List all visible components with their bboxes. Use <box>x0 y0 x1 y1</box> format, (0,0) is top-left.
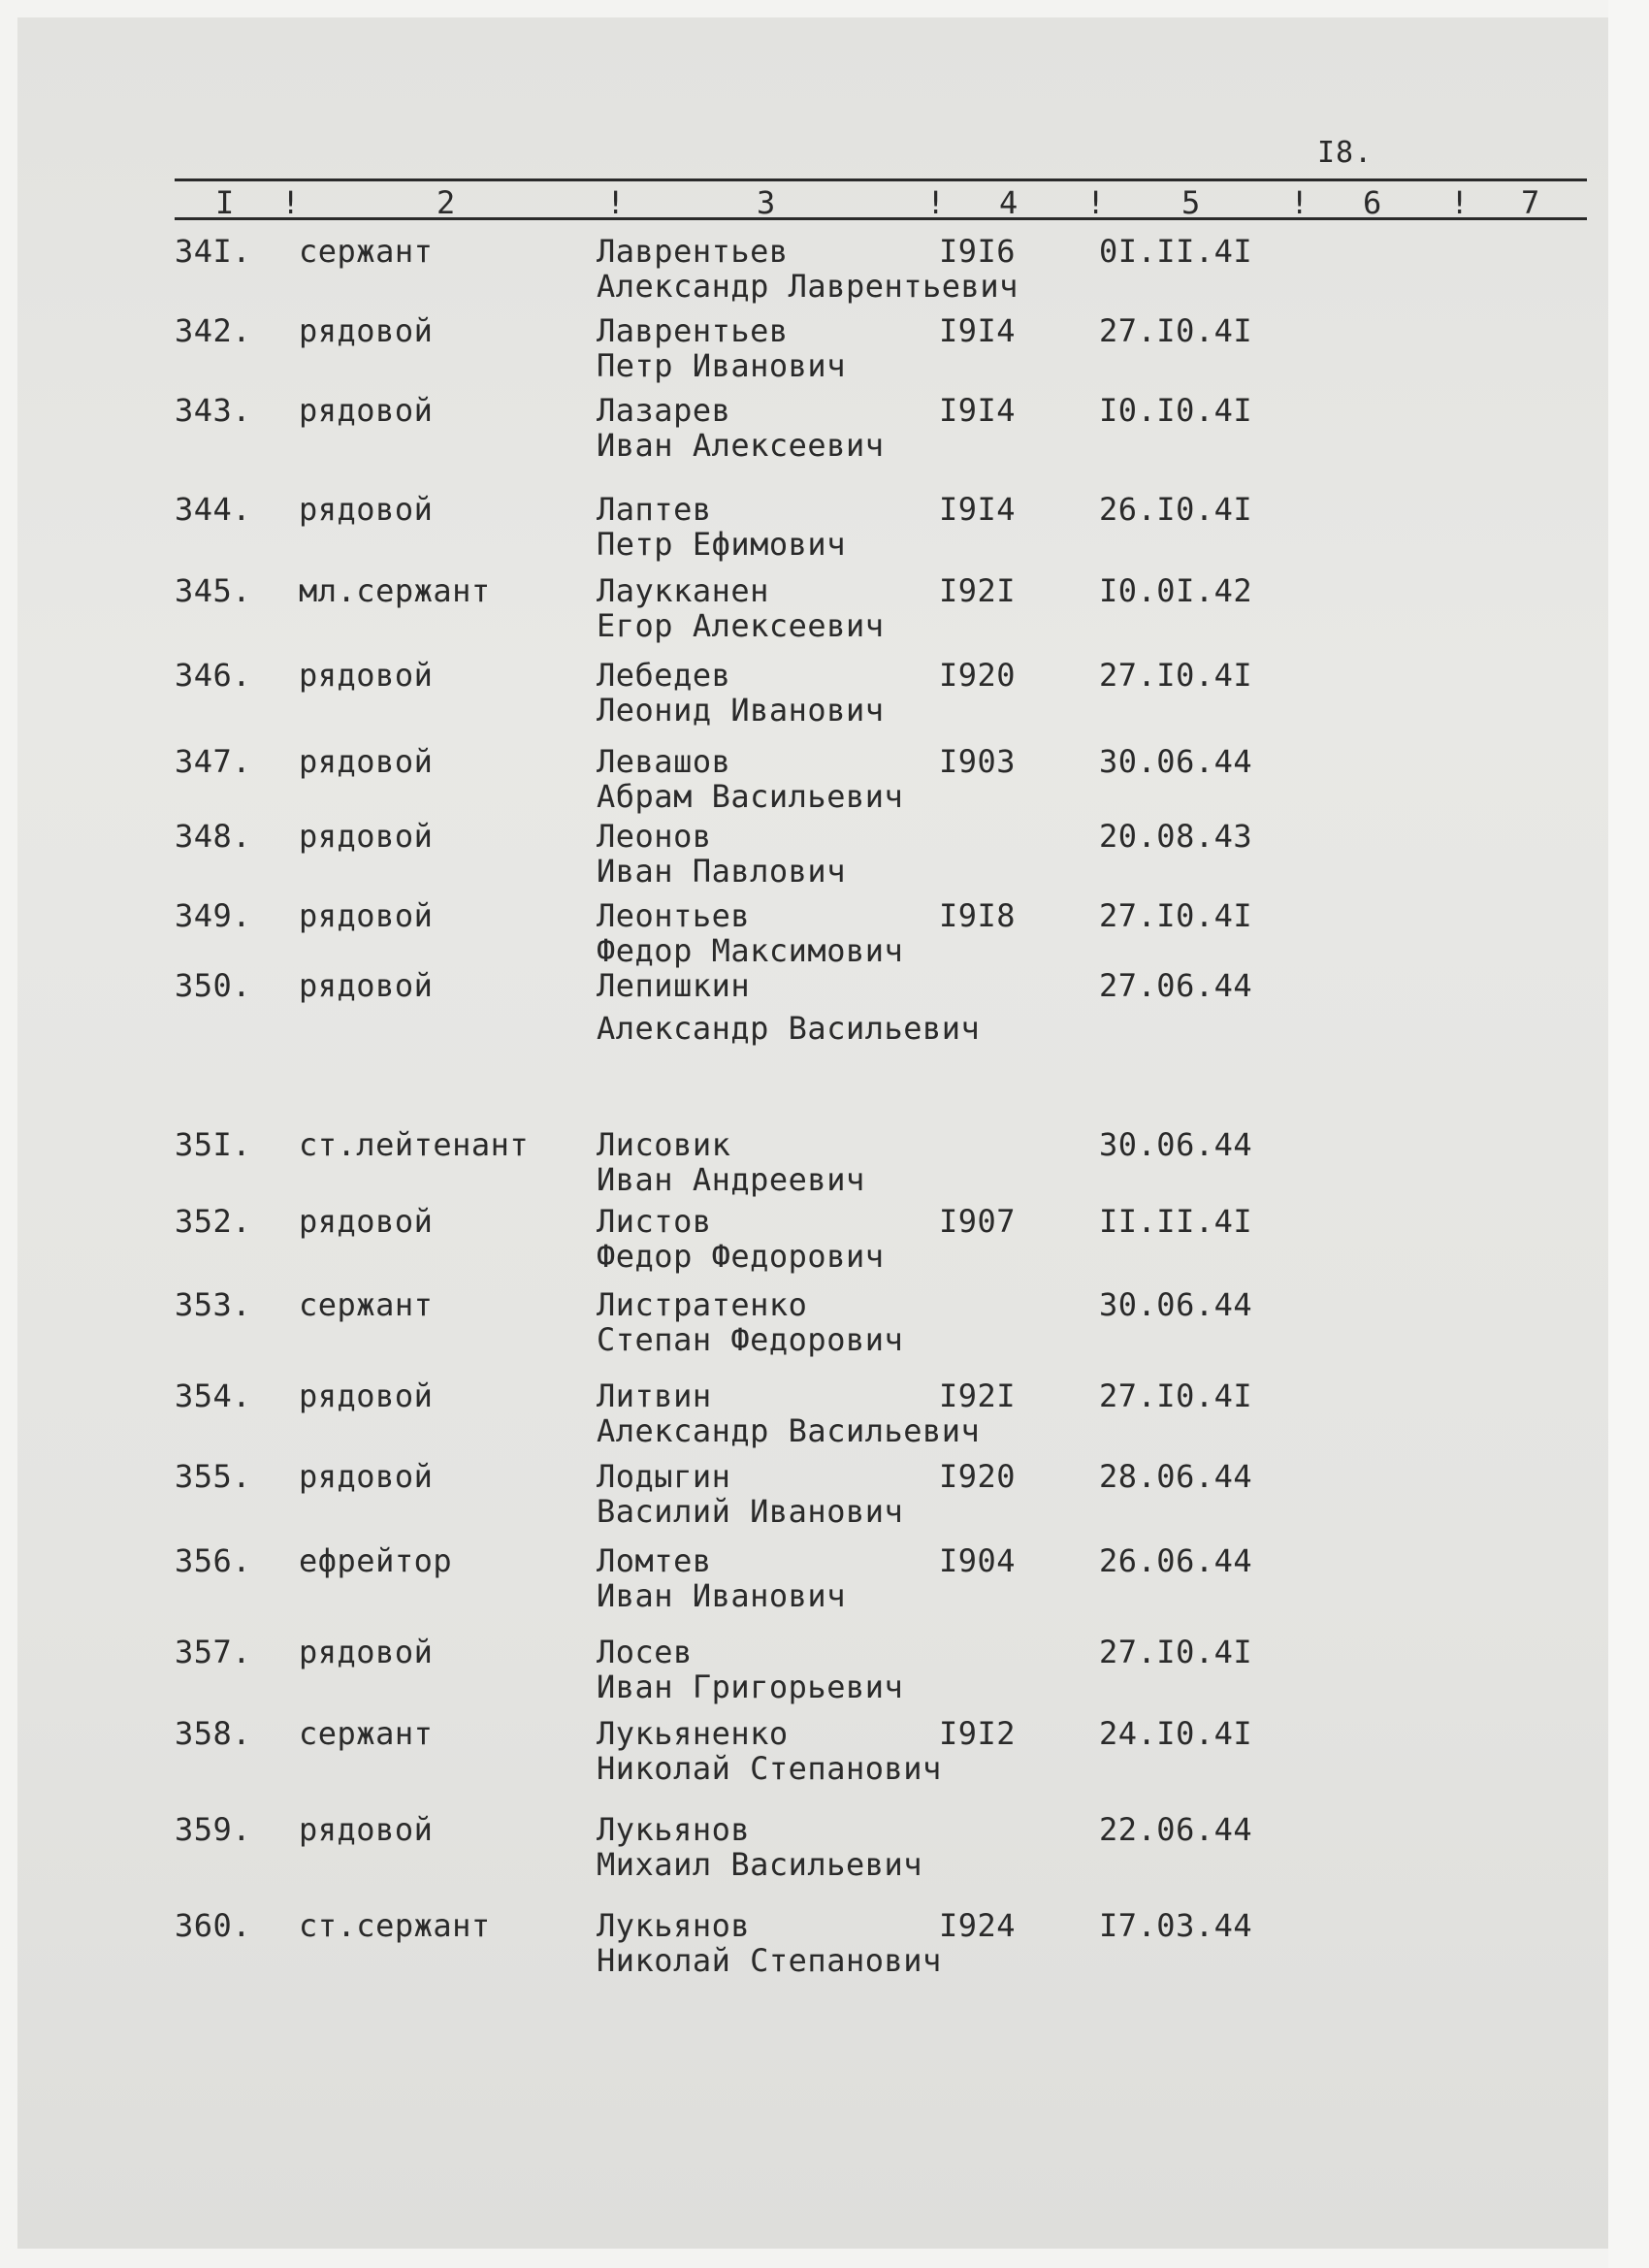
entry-number: 35I. <box>175 1126 252 1163</box>
column-separator: ! <box>1086 184 1106 221</box>
column-header-1: I <box>215 184 235 221</box>
entry-number: 343. <box>175 392 252 429</box>
entry-birth-year: I9I4 <box>939 312 1017 349</box>
table-row <box>0 1203 1649 1280</box>
entry-rank: рядовой <box>299 491 434 528</box>
entry-rank: рядовой <box>299 312 434 349</box>
table-row <box>0 1458 1649 1536</box>
entry-date: 26.06.44 <box>1099 1542 1253 1579</box>
entry-given-name: Петр Ефимович <box>597 526 846 563</box>
column-separator: ! <box>1290 184 1310 221</box>
entry-birth-year: I920 <box>939 1458 1017 1495</box>
entry-given-name: Михаил Васильевич <box>597 1846 923 1883</box>
entry-date: 20.08.43 <box>1099 818 1253 855</box>
entry-rank: рядовой <box>299 967 434 1004</box>
entry-date: I0.I0.4I <box>1099 392 1253 429</box>
column-header-2: 2 <box>436 184 456 221</box>
entry-surname: Литвин <box>597 1377 712 1414</box>
entry-number: 359. <box>175 1811 252 1848</box>
entry-date: 27.06.44 <box>1099 967 1253 1004</box>
table-row <box>0 1715 1649 1793</box>
entry-rank: рядовой <box>299 818 434 855</box>
table-row <box>0 897 1649 975</box>
entry-given-name: Иван Григорьевич <box>597 1669 904 1705</box>
entry-date: 27.I0.4I <box>1099 1634 1253 1670</box>
entry-given-name: Александр Лаврентьевич <box>597 268 1018 305</box>
entry-given-name: Иван Андреевич <box>597 1161 865 1198</box>
entry-given-name: Николай Степанович <box>597 1750 942 1787</box>
column-separator: ! <box>281 184 301 221</box>
entry-surname: Лукьяненко <box>597 1715 789 1752</box>
table-row <box>0 967 1649 1045</box>
column-header-3: 3 <box>757 184 776 221</box>
entry-surname: Лазарев <box>597 392 731 429</box>
header-top-rule <box>175 178 1587 181</box>
entry-rank: рядовой <box>299 1634 434 1670</box>
table-row <box>0 1286 1649 1364</box>
entry-given-name: Иван Павлович <box>597 853 846 890</box>
table-row <box>0 312 1649 390</box>
entry-birth-year: I9I6 <box>939 233 1017 270</box>
table-row <box>0 1634 1649 1711</box>
entry-date: 30.06.44 <box>1099 1286 1253 1323</box>
entry-number: 360. <box>175 1907 252 1944</box>
entry-date: 0I.II.4I <box>1099 233 1253 270</box>
entry-rank: рядовой <box>299 1458 434 1495</box>
page-number: I8. <box>1317 136 1374 170</box>
table-row <box>0 1811 1649 1889</box>
column-separator: ! <box>606 184 626 221</box>
entry-given-name: Абрам Васильевич <box>597 778 904 815</box>
entry-number: 348. <box>175 818 252 855</box>
entry-date: 26.I0.4I <box>1099 491 1253 528</box>
entry-surname: Лаврентьев <box>597 312 789 349</box>
column-separator: ! <box>926 184 946 221</box>
entry-surname: Левашов <box>597 743 731 780</box>
entry-surname: Лаукканен <box>597 572 769 609</box>
entry-number: 350. <box>175 967 252 1004</box>
entry-number: 353. <box>175 1286 252 1323</box>
entry-given-name: Степан Федорович <box>597 1321 904 1358</box>
entry-birth-year: I924 <box>939 1907 1017 1944</box>
table-row <box>0 818 1649 895</box>
entry-birth-year: I907 <box>939 1203 1017 1240</box>
entry-surname: Лисовик <box>597 1126 731 1163</box>
entry-number: 357. <box>175 1634 252 1670</box>
entry-rank: мл.сержант <box>299 572 491 609</box>
entry-given-name: Егор Алексеевич <box>597 607 885 644</box>
entry-given-name: Василий Иванович <box>597 1493 904 1530</box>
entry-number: 356. <box>175 1542 252 1579</box>
table-row <box>0 1126 1649 1204</box>
entry-date: 30.06.44 <box>1099 1126 1253 1163</box>
entry-birth-year: I9I4 <box>939 392 1017 429</box>
entry-rank: сержант <box>299 233 434 270</box>
entry-given-name: Петр Иванович <box>597 347 846 384</box>
entry-rank: рядовой <box>299 657 434 694</box>
entry-number: 352. <box>175 1203 252 1240</box>
table-row <box>0 1907 1649 1985</box>
entry-date: 27.I0.4I <box>1099 657 1253 694</box>
entry-date: 22.06.44 <box>1099 1811 1253 1848</box>
entry-birth-year: I92I <box>939 1377 1017 1414</box>
entry-birth-year: I904 <box>939 1542 1017 1579</box>
entry-birth-year: I9I4 <box>939 491 1017 528</box>
table-row <box>0 392 1649 470</box>
entry-date: 24.I0.4I <box>1099 1715 1253 1752</box>
column-separator: ! <box>1450 184 1470 221</box>
entry-date: I7.03.44 <box>1099 1907 1253 1944</box>
entry-rank: сержант <box>299 1286 434 1323</box>
entry-birth-year: I9I2 <box>939 1715 1017 1752</box>
entry-given-name: Иван Алексеевич <box>597 427 885 464</box>
entry-rank: сержант <box>299 1715 434 1752</box>
entry-rank: рядовой <box>299 743 434 780</box>
entry-given-name: Александр Васильевич <box>597 1010 981 1047</box>
table-row <box>0 572 1649 650</box>
entry-date: I0.0I.42 <box>1099 572 1253 609</box>
entry-date: 27.I0.4I <box>1099 897 1253 934</box>
entry-given-name: Леонид Иванович <box>597 692 885 729</box>
entry-number: 354. <box>175 1377 252 1414</box>
entry-surname: Леонтьев <box>597 897 751 934</box>
entry-rank: ст.лейтенант <box>299 1126 530 1163</box>
entry-number: 345. <box>175 572 252 609</box>
entry-rank: рядовой <box>299 1377 434 1414</box>
column-header-5: 5 <box>1181 184 1201 221</box>
entry-date: 30.06.44 <box>1099 743 1253 780</box>
entry-number: 349. <box>175 897 252 934</box>
table-row <box>0 657 1649 734</box>
entry-surname: Лебедев <box>597 657 731 694</box>
entry-date: 28.06.44 <box>1099 1458 1253 1495</box>
entry-birth-year: I920 <box>939 657 1017 694</box>
column-header-6: 6 <box>1363 184 1382 221</box>
entry-date: II.II.4I <box>1099 1203 1253 1240</box>
entry-rank: ефрейтор <box>299 1542 453 1579</box>
table-row <box>0 233 1649 310</box>
entry-rank: рядовой <box>299 392 434 429</box>
entry-birth-year: I903 <box>939 743 1017 780</box>
entry-given-name: Федор Федорович <box>597 1238 885 1275</box>
entry-number: 34I. <box>175 233 252 270</box>
table-row <box>0 1377 1649 1455</box>
entry-rank: рядовой <box>299 1811 434 1848</box>
entry-surname: Леонов <box>597 818 712 855</box>
entry-surname: Ломтев <box>597 1542 712 1579</box>
entry-surname: Лукьянов <box>597 1907 751 1944</box>
entry-surname: Листратенко <box>597 1286 808 1323</box>
column-header-7: 7 <box>1521 184 1540 221</box>
entry-birth-year: I9I8 <box>939 897 1017 934</box>
entry-number: 344. <box>175 491 252 528</box>
entry-date: 27.I0.4I <box>1099 312 1253 349</box>
entry-given-name: Николай Степанович <box>597 1942 942 1979</box>
entry-number: 358. <box>175 1715 252 1752</box>
entry-surname: Лепишкин <box>597 967 751 1004</box>
table-row <box>0 491 1649 568</box>
entry-given-name: Федор Максимович <box>597 932 904 969</box>
entry-birth-year: I92I <box>939 572 1017 609</box>
entry-number: 346. <box>175 657 252 694</box>
entry-surname: Лукьянов <box>597 1811 751 1848</box>
entry-date: 27.I0.4I <box>1099 1377 1253 1414</box>
entry-rank: ст.сержант <box>299 1907 491 1944</box>
entry-number: 342. <box>175 312 252 349</box>
column-header-4: 4 <box>999 184 1018 221</box>
entry-surname: Лаптев <box>597 491 712 528</box>
entry-surname: Лодыгин <box>597 1458 731 1495</box>
entry-surname: Лосев <box>597 1634 693 1670</box>
entry-given-name: Иван Иванович <box>597 1577 846 1614</box>
entry-rank: рядовой <box>299 897 434 934</box>
entry-surname: Лаврентьев <box>597 233 789 270</box>
entry-surname: Листов <box>597 1203 712 1240</box>
table-row <box>0 1542 1649 1620</box>
entry-number: 347. <box>175 743 252 780</box>
entry-number: 355. <box>175 1458 252 1495</box>
entry-rank: рядовой <box>299 1203 434 1240</box>
table-row <box>0 743 1649 821</box>
entry-given-name: Александр Васильевич <box>597 1412 981 1449</box>
